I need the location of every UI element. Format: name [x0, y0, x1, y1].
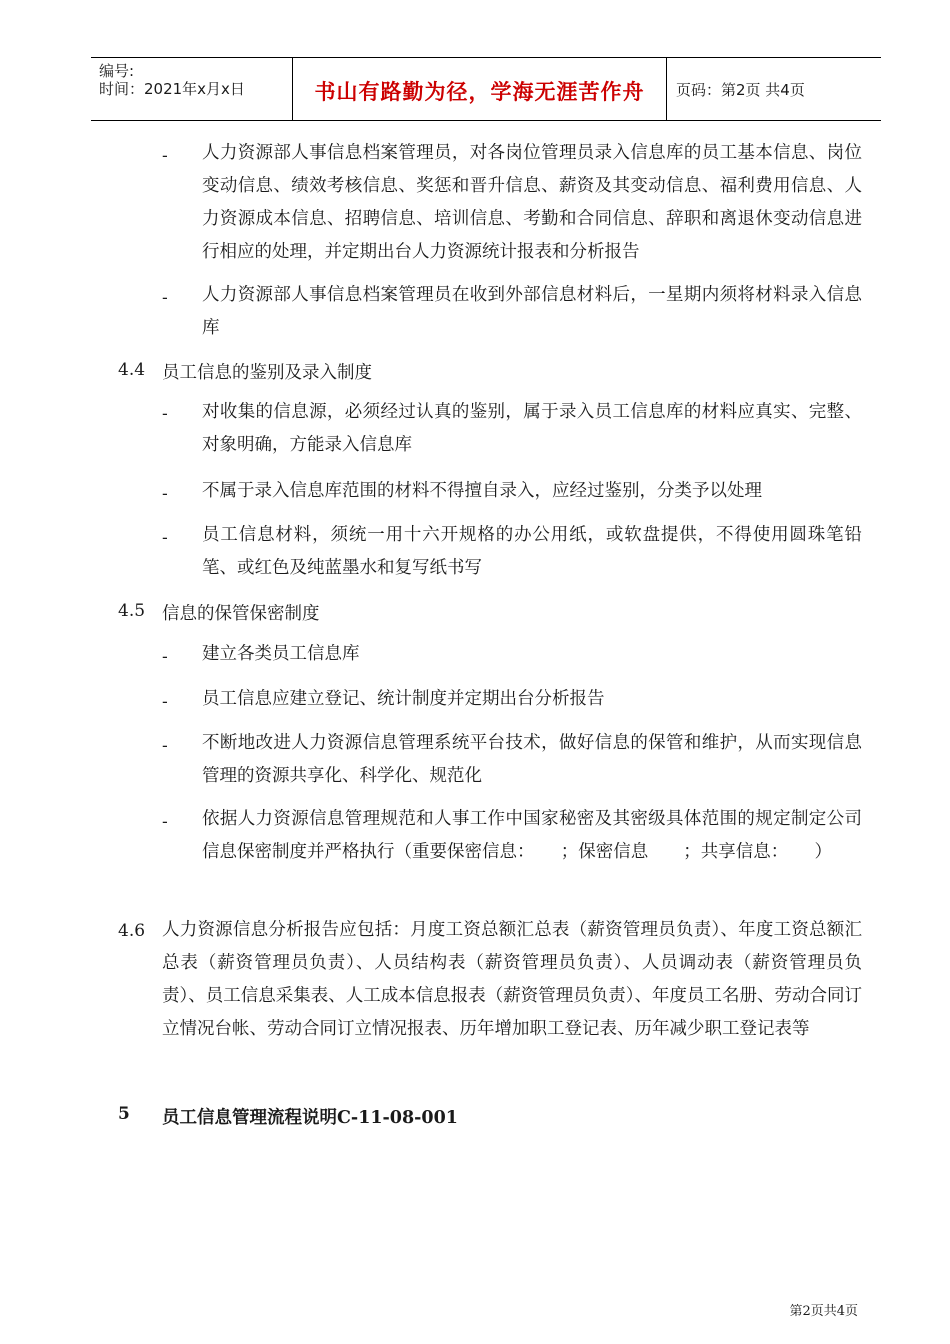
list-bullet: - [162, 692, 168, 712]
section-paragraph: 人力资源信息分析报告应包括：月度工资总额汇总表（薪资管理员负责）、年度工资总额汇总表（薪资管理员负责）、人员结构表（薪资管理员负责）、人员调动表（薪资管理员负责）、员工信息采集表、人工成本信息报表（薪资管理员负责）、年度员工名册、劳动合同订立情况台帐、劳动合同订立情况报表、历年增加职工登记表、历年减少职工登记表等 [162, 920, 862, 1039]
section-number: 4.5 [118, 601, 146, 621]
list-bullet: - [162, 528, 168, 548]
list-item: 不断地改进人力资源信息管理系统平台技术，做好信息的保管和维护，从而实现信息管理的资源共享化、科学化、规范化 [202, 733, 862, 786]
list-item: 对收集的信息源，必须经过认真的鉴别，属于录入员工信息库的材料应真实、完整、对象明确，方能录入信息库 [202, 402, 862, 455]
header-motto: 书山有路勤为径，学海无涯苦作舟 [314, 80, 645, 104]
page-footer: 第2页共4页 [789, 1304, 858, 1319]
list-bullet: - [162, 146, 168, 166]
list-bullet: - [162, 484, 168, 504]
list-item: 建立各类员工信息库 [202, 644, 360, 664]
header-number-label: 编号: [99, 62, 135, 80]
list-item: 员工信息材料，须统一用十六开规格的办公用纸，或软盘提供，不得使用圆珠笔铅笔、或红色及纯蓝墨水和复写纸书写 [202, 525, 862, 578]
list-item: 不属于录入信息库范围的材料不得擅自录入，应经过鉴别，分类予以处理 [202, 481, 762, 501]
list-item: 依据人力资源信息管理规范和人事工作中国家秘密及其密级具体范围的规定制定公司信息保密制度并严格执行（重要保密信息： ；保密信息 ；共享信息： ） [202, 809, 862, 862]
section-title: 员工信息的鉴别及录入制度 [162, 363, 372, 383]
header-meta [99, 62, 289, 98]
heading-number: 5 [118, 1104, 130, 1124]
page-header [91, 57, 881, 121]
header-page-label: 页码：第2页 共4页 [676, 81, 805, 99]
header-time-label: 时间：2021年x月x日 [99, 80, 245, 98]
list-bullet: - [162, 736, 168, 756]
section-number: 4.6 [118, 921, 146, 941]
header-divider [666, 58, 667, 120]
list-bullet: - [162, 812, 168, 832]
section-title: 信息的保管保密制度 [162, 604, 320, 624]
list-item: 员工信息应建立登记、统计制度并定期出台分析报告 [202, 689, 605, 709]
list-item: 人力资源部人事信息档案管理员，对各岗位管理员录入信息库的员工基本信息、岗位变动信息、绩效考核信息、奖惩和晋升信息、薪资及其变动信息、福利费用信息、人力资源成本信息、招聘信息、培训信息、考勤和合同信息、辞职和离退休变动信息进行相应的处理，并定期出台人力资源统计报表和分析报告 [202, 143, 862, 262]
heading-title: 员工信息管理流程说明C-11-08-001 [162, 1108, 458, 1128]
list-bullet: - [162, 288, 168, 308]
section-number: 4.4 [118, 360, 146, 380]
list-item: 人力资源部人事信息档案管理员在收到外部信息材料后，一星期内须将材料录入信息库 [202, 285, 862, 338]
list-bullet: - [162, 404, 168, 424]
list-bullet: - [162, 647, 168, 667]
